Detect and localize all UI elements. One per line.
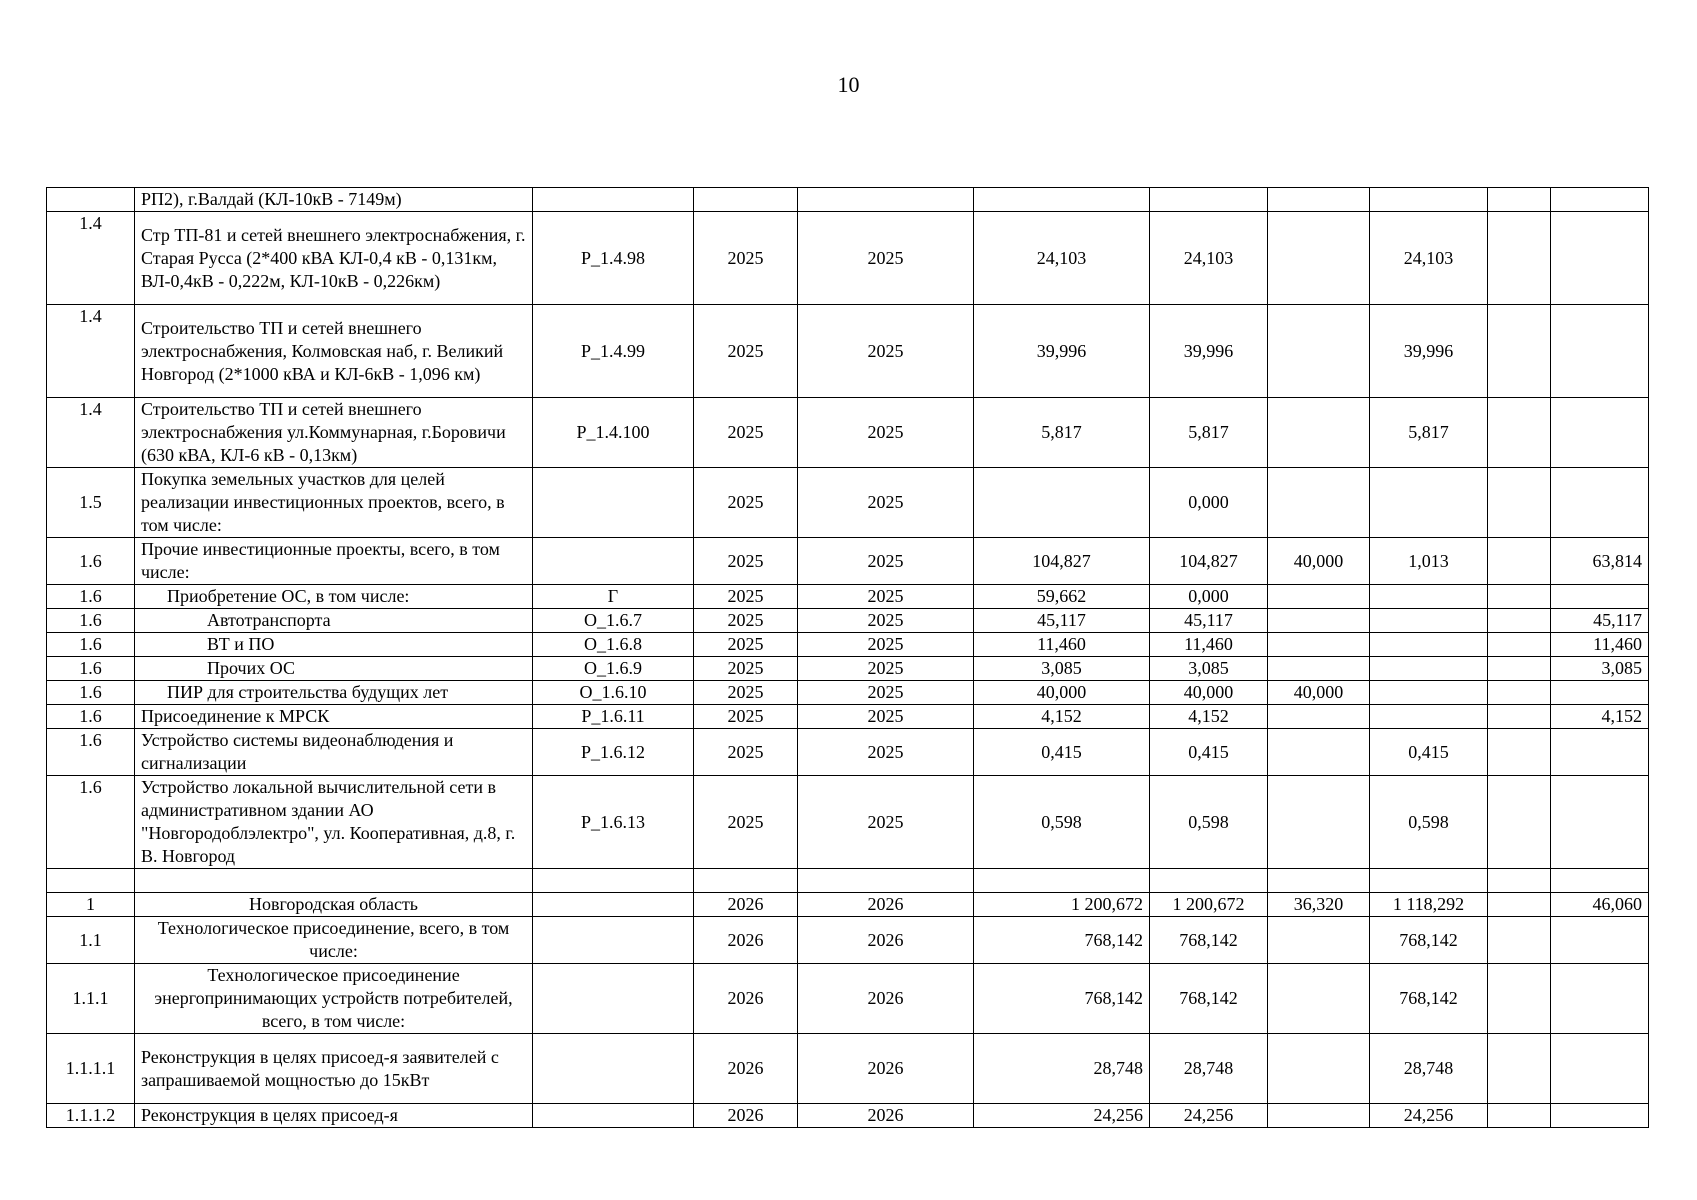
table-row xyxy=(47,729,1649,776)
table-cell xyxy=(1551,188,1649,212)
table-cell: 768,142 xyxy=(974,917,1150,964)
table-cell: Прочих ОС xyxy=(135,657,533,681)
table-cell: 2025 xyxy=(694,305,798,398)
table-cell: 24,256 xyxy=(1370,1104,1488,1128)
table-cell: 2026 xyxy=(694,893,798,917)
table-cell: Р_1.6.11 xyxy=(533,705,694,729)
table-cell: 39,996 xyxy=(1150,305,1268,398)
table-cell: Р_1.4.99 xyxy=(533,305,694,398)
table-row xyxy=(47,657,1649,681)
table-cell: 2025 xyxy=(798,398,974,468)
table-cell xyxy=(1370,705,1488,729)
table-cell xyxy=(1268,585,1370,609)
table-cell: 40,000 xyxy=(974,681,1150,705)
table-cell xyxy=(1268,468,1370,538)
table-cell xyxy=(533,538,694,585)
table-cell: 2025 xyxy=(694,657,798,681)
table-cell: Технологическое присоединение, всего, в том числе: xyxy=(135,917,533,964)
table-cell xyxy=(1370,681,1488,705)
table-cell xyxy=(1268,964,1370,1034)
table-cell: 2026 xyxy=(798,893,974,917)
table-cell: 3,085 xyxy=(1150,657,1268,681)
table-cell xyxy=(1551,869,1649,893)
table-cell xyxy=(1551,729,1649,776)
table-cell: 0,000 xyxy=(1150,468,1268,538)
table-cell: 768,142 xyxy=(1370,964,1488,1034)
table-cell: 768,142 xyxy=(1370,917,1488,964)
table-row xyxy=(47,705,1649,729)
table-cell: 1.4 xyxy=(47,398,135,468)
table-cell: 2025 xyxy=(798,468,974,538)
table-cell xyxy=(1551,964,1649,1034)
table-cell: 2026 xyxy=(694,1104,798,1128)
table-cell: 104,827 xyxy=(974,538,1150,585)
table-cell: ПИР для строительства будущих лет xyxy=(135,681,533,705)
table-cell xyxy=(533,869,694,893)
table-row xyxy=(47,869,1649,893)
table-cell xyxy=(1370,188,1488,212)
table-cell: 28,748 xyxy=(1370,1034,1488,1104)
table-cell: 1.5 xyxy=(47,468,135,538)
table-cell: 768,142 xyxy=(1150,917,1268,964)
table-cell xyxy=(974,468,1150,538)
table-cell: Приобретение ОС, в том числе: xyxy=(135,585,533,609)
table-cell: 39,996 xyxy=(974,305,1150,398)
table-row xyxy=(47,188,1649,212)
table-cell xyxy=(798,188,974,212)
table-row xyxy=(47,1034,1649,1104)
table-cell xyxy=(1268,1104,1370,1128)
table-cell: 2025 xyxy=(694,212,798,305)
table-cell: 4,152 xyxy=(1551,705,1649,729)
table-cell xyxy=(1551,212,1649,305)
table-cell: 1.6 xyxy=(47,609,135,633)
table-cell xyxy=(1488,657,1551,681)
table-cell: Технологическое присоединение энергопринимающих устройств потребителей, всего, в том числе: xyxy=(135,964,533,1034)
table-cell xyxy=(1551,681,1649,705)
table-cell: Строительство ТП и сетей внешнего электроснабжения, Колмовская наб, г. Великий Новгород (2*1000 кВА и КЛ-6кВ - 1,096 км) xyxy=(135,305,533,398)
table-cell: 1.6 xyxy=(47,729,135,776)
table-cell: 2025 xyxy=(798,633,974,657)
table-cell xyxy=(533,1104,694,1128)
table-cell: Реконструкция в целях присоед-я заявителей с запрашиваемой мощностью до 15кВт xyxy=(135,1034,533,1104)
table-cell xyxy=(1488,609,1551,633)
table-cell: 40,000 xyxy=(1268,681,1370,705)
table-cell: 46,060 xyxy=(1551,893,1649,917)
table-cell: 2025 xyxy=(798,538,974,585)
table-cell xyxy=(1150,188,1268,212)
table-cell: 28,748 xyxy=(974,1034,1150,1104)
table-cell: 24,103 xyxy=(1370,212,1488,305)
table-cell xyxy=(1488,893,1551,917)
table-cell: Р_1.6.12 xyxy=(533,729,694,776)
table-row xyxy=(47,305,1649,398)
table-cell xyxy=(533,1034,694,1104)
table-cell: 5,817 xyxy=(974,398,1150,468)
table-cell xyxy=(47,869,135,893)
table-cell: 0,415 xyxy=(974,729,1150,776)
table-cell xyxy=(533,893,694,917)
table-cell xyxy=(135,869,533,893)
table-cell xyxy=(1551,585,1649,609)
table-cell: 2025 xyxy=(694,705,798,729)
table-cell: О_1.6.9 xyxy=(533,657,694,681)
table-cell: Прочие инвестиционные проекты, всего, в том числе: xyxy=(135,538,533,585)
table-cell: 45,117 xyxy=(1150,609,1268,633)
table-cell: 3,085 xyxy=(974,657,1150,681)
table-cell: 2025 xyxy=(798,212,974,305)
table-cell xyxy=(533,188,694,212)
table-cell: 1.1 xyxy=(47,917,135,964)
table-cell xyxy=(1268,729,1370,776)
table-cell: РП2), г.Валдай (КЛ-10кВ - 7149м) xyxy=(135,188,533,212)
table-cell xyxy=(974,188,1150,212)
table-cell xyxy=(1488,538,1551,585)
table-row xyxy=(47,1104,1649,1128)
table-cell xyxy=(1268,398,1370,468)
table-cell: 2025 xyxy=(694,681,798,705)
table-cell: Устройство системы видеонаблюдения и сигнализации xyxy=(135,729,533,776)
table-cell xyxy=(1488,681,1551,705)
table-cell: 1,013 xyxy=(1370,538,1488,585)
table-cell: 2026 xyxy=(798,917,974,964)
table-cell: 1.1.1.1 xyxy=(47,1034,135,1104)
table-cell: 2025 xyxy=(694,633,798,657)
table-cell: 0,415 xyxy=(1370,729,1488,776)
table-cell: 2026 xyxy=(798,1034,974,1104)
table-cell xyxy=(1268,188,1370,212)
table-cell xyxy=(533,917,694,964)
table-cell xyxy=(1268,1034,1370,1104)
table-cell: 2025 xyxy=(694,776,798,869)
table-cell xyxy=(1488,705,1551,729)
table-row xyxy=(47,212,1649,305)
table-cell: 1.6 xyxy=(47,705,135,729)
table-cell xyxy=(1268,609,1370,633)
table-cell: 3,085 xyxy=(1551,657,1649,681)
table-cell: Р_1.4.100 xyxy=(533,398,694,468)
table-row xyxy=(47,917,1649,964)
table-cell xyxy=(1488,398,1551,468)
table-cell: Автотранспорта xyxy=(135,609,533,633)
table-cell: 1 200,672 xyxy=(974,893,1150,917)
table-cell: 2025 xyxy=(798,776,974,869)
table-cell: 768,142 xyxy=(974,964,1150,1034)
table-cell xyxy=(1551,917,1649,964)
table-cell: Г xyxy=(533,585,694,609)
table-cell xyxy=(1370,585,1488,609)
table-cell: Р_1.6.13 xyxy=(533,776,694,869)
table-cell: О_1.6.10 xyxy=(533,681,694,705)
table-cell: 0,598 xyxy=(1370,776,1488,869)
table-cell: 2026 xyxy=(694,917,798,964)
table-cell xyxy=(1268,869,1370,893)
table-cell xyxy=(1488,869,1551,893)
table-cell xyxy=(1488,633,1551,657)
table-cell: 1 xyxy=(47,893,135,917)
table-cell xyxy=(1488,1104,1551,1128)
table-cell xyxy=(1370,609,1488,633)
table-cell xyxy=(1268,212,1370,305)
table-cell xyxy=(47,188,135,212)
table-cell: 59,662 xyxy=(974,585,1150,609)
table-row xyxy=(47,538,1649,585)
table-cell: 2025 xyxy=(798,705,974,729)
table-cell: Строительство ТП и сетей внешнего электроснабжения ул.Коммунарная, г.Боровичи (630 кВА, КЛ-6 кВ - 0,13км) xyxy=(135,398,533,468)
table-cell: 2025 xyxy=(694,538,798,585)
table-cell xyxy=(1488,585,1551,609)
table-cell: 2025 xyxy=(798,729,974,776)
table-cell xyxy=(1551,776,1649,869)
table-cell: О_1.6.7 xyxy=(533,609,694,633)
table-cell: 2025 xyxy=(694,398,798,468)
table-cell xyxy=(1488,212,1551,305)
table-cell: 11,460 xyxy=(1551,633,1649,657)
table-row xyxy=(47,964,1649,1034)
table-cell: 1.6 xyxy=(47,776,135,869)
table-cell: 0,000 xyxy=(1150,585,1268,609)
table-row xyxy=(47,893,1649,917)
table-cell xyxy=(1268,633,1370,657)
table-cell xyxy=(694,188,798,212)
table-cell xyxy=(694,869,798,893)
table-cell: 2025 xyxy=(694,609,798,633)
table-row xyxy=(47,585,1649,609)
table-cell: 2025 xyxy=(798,609,974,633)
table-cell: 1.4 xyxy=(47,305,135,398)
table-cell: 1.6 xyxy=(47,585,135,609)
table-cell: 24,103 xyxy=(974,212,1150,305)
table-cell: 1.6 xyxy=(47,657,135,681)
table-cell: 0,598 xyxy=(1150,776,1268,869)
table-cell: 5,817 xyxy=(1150,398,1268,468)
table-cell xyxy=(1488,188,1551,212)
table-row xyxy=(47,398,1649,468)
table-cell xyxy=(1488,1034,1551,1104)
table-cell: 5,817 xyxy=(1370,398,1488,468)
table-cell xyxy=(1370,468,1488,538)
table-cell: 1.6 xyxy=(47,633,135,657)
table-row xyxy=(47,633,1649,657)
table-cell: 104,827 xyxy=(1150,538,1268,585)
table-cell xyxy=(1488,729,1551,776)
table-cell: 2025 xyxy=(798,657,974,681)
table-cell: 11,460 xyxy=(1150,633,1268,657)
table-cell xyxy=(1551,305,1649,398)
table-cell xyxy=(1551,1034,1649,1104)
table-cell: 2025 xyxy=(798,585,974,609)
table-cell xyxy=(974,869,1150,893)
table-cell xyxy=(1488,964,1551,1034)
table-cell: Р_1.4.98 xyxy=(533,212,694,305)
table-cell: 45,117 xyxy=(974,609,1150,633)
table-row xyxy=(47,468,1649,538)
table-cell xyxy=(1268,776,1370,869)
table-cell: 24,103 xyxy=(1150,212,1268,305)
table-cell: 2025 xyxy=(694,585,798,609)
table-cell: 1.1.1.2 xyxy=(47,1104,135,1128)
table-cell: 1.1.1 xyxy=(47,964,135,1034)
table-cell: Реконструкция в целях присоед-я xyxy=(135,1104,533,1128)
table-cell: 63,814 xyxy=(1551,538,1649,585)
table-cell: О_1.6.8 xyxy=(533,633,694,657)
table-cell: 1 118,292 xyxy=(1370,893,1488,917)
table-cell xyxy=(1268,917,1370,964)
table-cell: Покупка земельных участков для целей реализации инвестиционных проектов, всего, в том числе: xyxy=(135,468,533,538)
table-cell: 4,152 xyxy=(974,705,1150,729)
table-cell xyxy=(1268,305,1370,398)
table-cell: 4,152 xyxy=(1150,705,1268,729)
page-number: 10 xyxy=(837,72,860,97)
table-cell: 2025 xyxy=(798,305,974,398)
table-cell: 28,748 xyxy=(1150,1034,1268,1104)
table-cell: 768,142 xyxy=(1150,964,1268,1034)
table-cell: 40,000 xyxy=(1268,538,1370,585)
table-cell: 39,996 xyxy=(1370,305,1488,398)
table-cell: 0,415 xyxy=(1150,729,1268,776)
table-cell: 1.6 xyxy=(47,538,135,585)
table-cell xyxy=(533,964,694,1034)
table-row xyxy=(47,681,1649,705)
table-cell xyxy=(1488,468,1551,538)
table-cell xyxy=(1488,776,1551,869)
table-cell xyxy=(1488,305,1551,398)
table-cell: 1 200,672 xyxy=(1150,893,1268,917)
table-cell: 2025 xyxy=(798,681,974,705)
table-cell: Стр ТП-81 и сетей внешнего электроснабжения, г. Старая Русса (2*400 кВА КЛ-0,4 кВ - 0,131км, ВЛ-0,4кВ - 0,222м, КЛ-10кВ - 0,226км) xyxy=(135,212,533,305)
table-cell xyxy=(1268,705,1370,729)
table-cell: Устройство локальной вычислительной сети в административном здании АО "Новгородоблэлектро", ул. Кооперативная, д.8, г. В. Новгород xyxy=(135,776,533,869)
table-cell: 24,256 xyxy=(974,1104,1150,1128)
table-cell xyxy=(1488,917,1551,964)
table-cell: 24,256 xyxy=(1150,1104,1268,1128)
table-cell: Новгородская область xyxy=(135,893,533,917)
table-cell: 36,320 xyxy=(1268,893,1370,917)
table-cell: 40,000 xyxy=(1150,681,1268,705)
table-cell xyxy=(1370,657,1488,681)
table-cell: 11,460 xyxy=(974,633,1150,657)
table-cell xyxy=(533,468,694,538)
table-cell: 2026 xyxy=(694,964,798,1034)
table-cell: 1.6 xyxy=(47,681,135,705)
table-cell: 0,598 xyxy=(974,776,1150,869)
table-cell xyxy=(1150,869,1268,893)
table-cell: Присоединение к МРСК xyxy=(135,705,533,729)
table-cell xyxy=(1268,657,1370,681)
table-row xyxy=(47,776,1649,869)
table-cell: ВТ и ПО xyxy=(135,633,533,657)
table-cell: 2025 xyxy=(694,729,798,776)
table-cell xyxy=(1551,398,1649,468)
table-cell xyxy=(1551,1104,1649,1128)
table-row xyxy=(47,609,1649,633)
table-cell: 2026 xyxy=(694,1034,798,1104)
table-cell: 2026 xyxy=(798,964,974,1034)
table-cell: 2025 xyxy=(694,468,798,538)
table-cell xyxy=(798,869,974,893)
investment-program-table xyxy=(46,187,1649,1128)
table-cell xyxy=(1370,633,1488,657)
table-cell xyxy=(1551,468,1649,538)
table-cell: 1.4 xyxy=(47,212,135,305)
table-cell xyxy=(1370,869,1488,893)
table-cell: 45,117 xyxy=(1551,609,1649,633)
table-cell: 2026 xyxy=(798,1104,974,1128)
